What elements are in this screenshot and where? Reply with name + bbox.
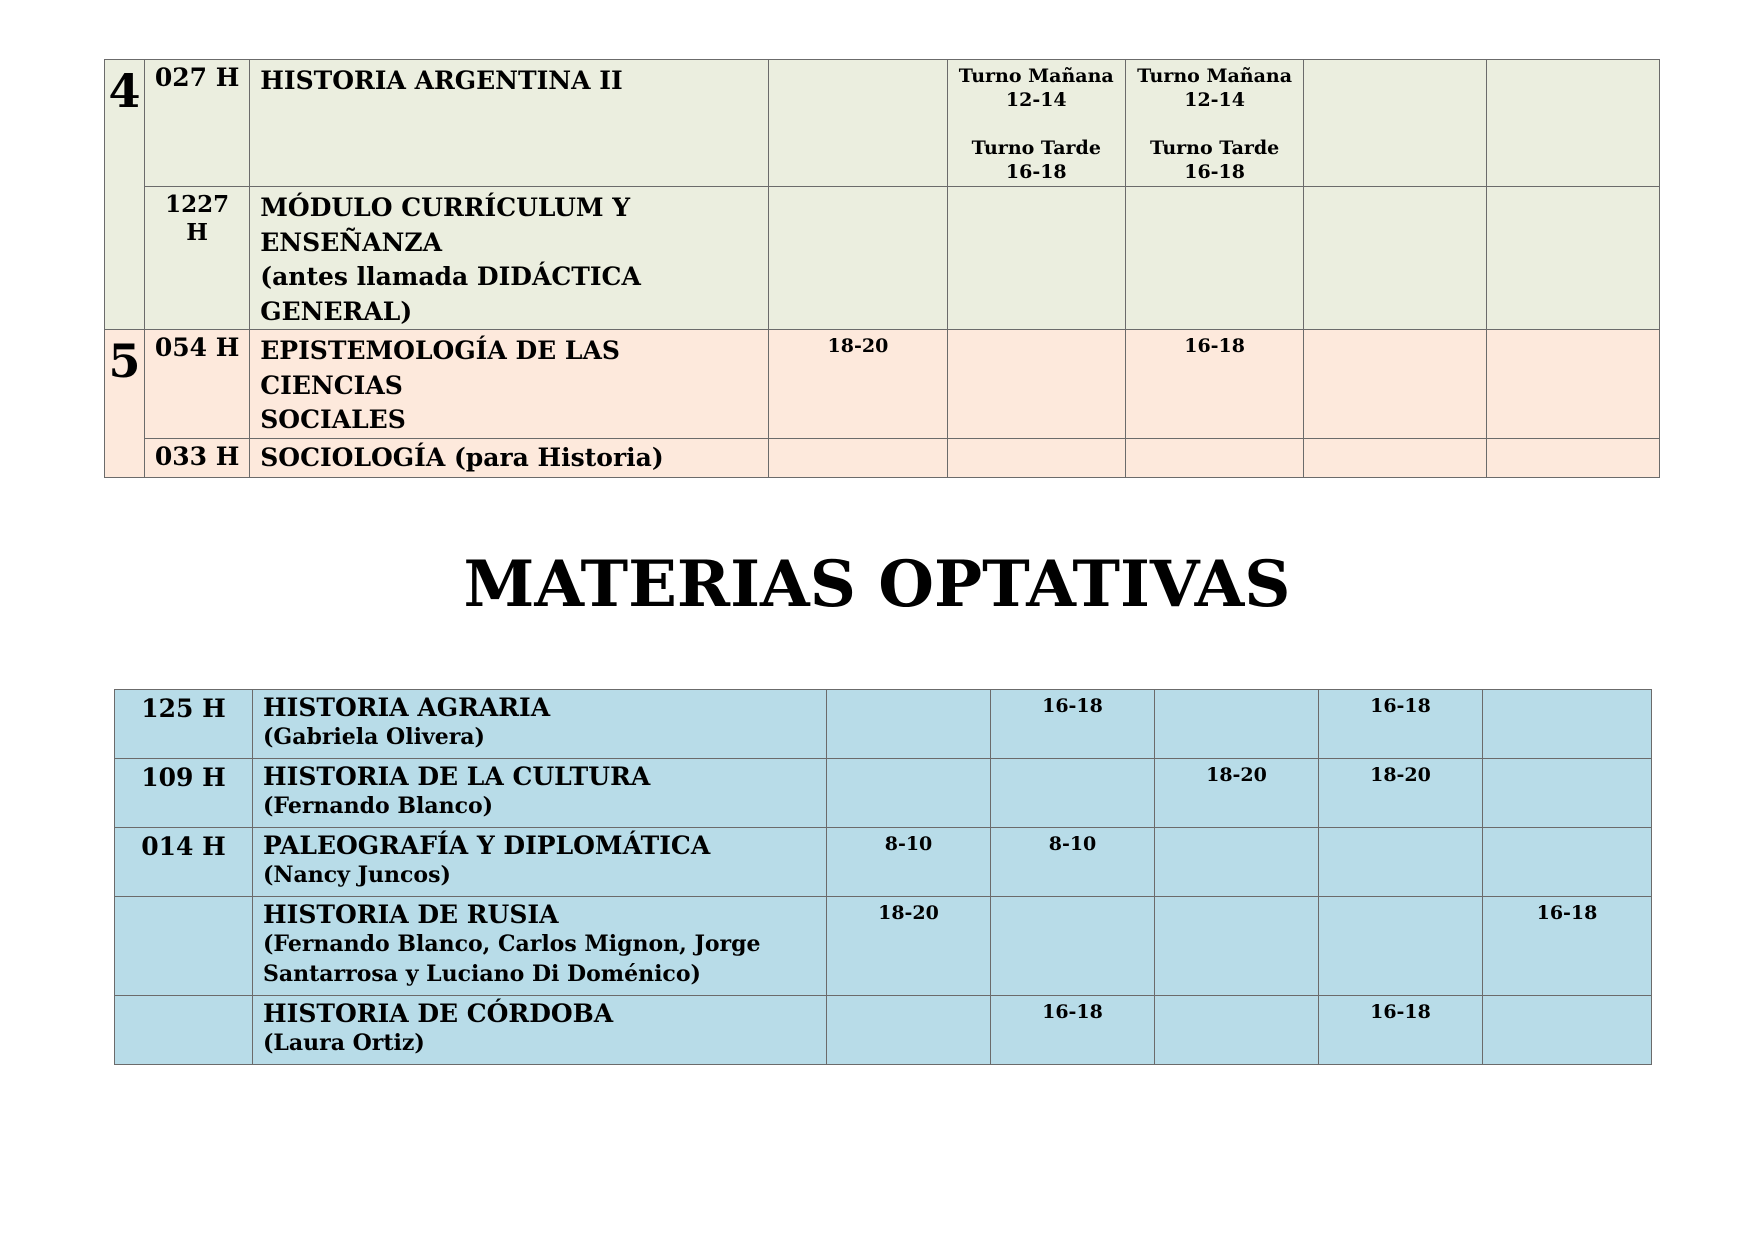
subject-name: SOCIOLOGÍA (para Historia)	[250, 438, 769, 477]
schedule-cell	[1483, 690, 1652, 759]
schedule-cell	[947, 330, 1125, 439]
professor-name: Santarrosa y Luciano Di Doménico)	[263, 960, 701, 987]
schedule-cell	[1304, 330, 1486, 439]
table-row	[105, 438, 1660, 477]
subject-code: 033 H	[145, 438, 250, 477]
subject-name: EPISTEMOLOGÍA DE LAS CIENCIAS SOCIALES	[250, 330, 769, 439]
subject-code: 054 H	[145, 330, 250, 439]
table-row	[105, 330, 1660, 439]
subject-name: HISTORIA DE RUSIA (Fernando Blanco, Carlos Mignon, Jorge Santarrosa y Luciano Di Doménico)	[253, 897, 827, 996]
subject-code: 125 H	[115, 690, 253, 759]
schedule-cell: 16-18	[991, 996, 1155, 1065]
schedule-cell	[1155, 897, 1319, 996]
table-row	[105, 187, 1660, 330]
table-row	[115, 690, 1652, 759]
schedule-cell	[947, 187, 1125, 330]
table-row	[115, 897, 1652, 996]
schedule-cell	[1125, 438, 1303, 477]
subject-code: 1227 H	[145, 187, 250, 330]
professor-name: (Fernando Blanco)	[263, 793, 494, 819]
schedule-cell: 16-18	[1319, 690, 1483, 759]
table-row	[115, 759, 1652, 828]
subject-name: HISTORIA DE CÓRDOBA (Laura Ortiz)	[253, 996, 827, 1065]
schedule-cell	[1319, 828, 1483, 897]
professor-name: (Nancy Juncos)	[263, 862, 451, 888]
schedule-cell	[947, 438, 1125, 477]
subject-name: MÓDULO CURRÍCULUM Y ENSEÑANZA (antes llamada DIDÁCTICA GENERAL)	[250, 187, 769, 330]
schedule-cell	[1125, 187, 1303, 330]
subject-code	[115, 897, 253, 996]
professor-name: (Laura Ortiz)	[263, 1030, 425, 1056]
schedule-cell	[991, 897, 1155, 996]
schedule-cell	[1304, 438, 1486, 477]
schedule-cell	[1304, 187, 1486, 330]
table-row	[115, 996, 1652, 1065]
professor-name: (Gabriela Olivera)	[263, 724, 485, 750]
schedule-cell: 18-20	[1319, 759, 1483, 828]
curriculum-table	[104, 59, 1660, 478]
schedule-cell	[991, 759, 1155, 828]
subject-name: HISTORIA ARGENTINA II	[250, 60, 769, 187]
schedule-cell: 16-18	[991, 690, 1155, 759]
schedule-cell: 16-18	[1125, 330, 1303, 439]
schedule-cell	[1486, 438, 1659, 477]
schedule-cell	[827, 759, 991, 828]
optional-subjects-table	[114, 689, 1652, 1065]
table-row	[115, 828, 1652, 897]
subject-code: 014 H	[115, 828, 253, 897]
schedule-cell	[1155, 996, 1319, 1065]
schedule-cell	[1483, 996, 1652, 1065]
schedule-cell	[769, 60, 947, 187]
schedule-cell	[1483, 759, 1652, 828]
schedule-cell	[1304, 60, 1486, 187]
subject-code: 109 H	[115, 759, 253, 828]
year-cell: 5	[105, 330, 145, 478]
subject-name: HISTORIA AGRARIA (Gabriela Olivera)	[253, 690, 827, 759]
schedule-cell	[1319, 897, 1483, 996]
schedule-cell: 16-18	[1483, 897, 1652, 996]
schedule-cell	[1155, 690, 1319, 759]
table-row	[105, 60, 1660, 187]
schedule-cell	[827, 996, 991, 1065]
schedule-cell	[827, 690, 991, 759]
schedule-cell	[769, 187, 947, 330]
schedule-cell: 18-20	[1155, 759, 1319, 828]
schedule-cell	[1155, 828, 1319, 897]
schedule-cell	[1486, 60, 1659, 187]
schedule-cell	[1483, 828, 1652, 897]
schedule-cell: Turno Mañana 12-14 Turno Tarde 16-18	[947, 60, 1125, 187]
schedule-cell: 18-20	[827, 897, 991, 996]
schedule-cell: 8-10	[991, 828, 1155, 897]
schedule-cell: 8-10	[827, 828, 991, 897]
schedule-cell: Turno Mañana 12-14 Turno Tarde 16-18	[1125, 60, 1303, 187]
schedule-cell	[1486, 187, 1659, 330]
subject-name: PALEOGRAFÍA Y DIPLOMÁTICA (Nancy Juncos)	[253, 828, 827, 897]
professor-name: (Fernando Blanco, Carlos Mignon, Jorge	[263, 931, 761, 957]
schedule-cell	[769, 438, 947, 477]
section-title: MATERIAS OPTATIVAS	[463, 547, 1291, 622]
subject-code	[115, 996, 253, 1065]
subject-code: 027 H	[145, 60, 250, 187]
schedule-cell: 16-18	[1319, 996, 1483, 1065]
subject-name: HISTORIA DE LA CULTURA (Fernando Blanco)	[253, 759, 827, 828]
schedule-cell: 18-20	[769, 330, 947, 439]
year-cell: 4	[105, 60, 145, 330]
schedule-cell	[1486, 330, 1659, 439]
